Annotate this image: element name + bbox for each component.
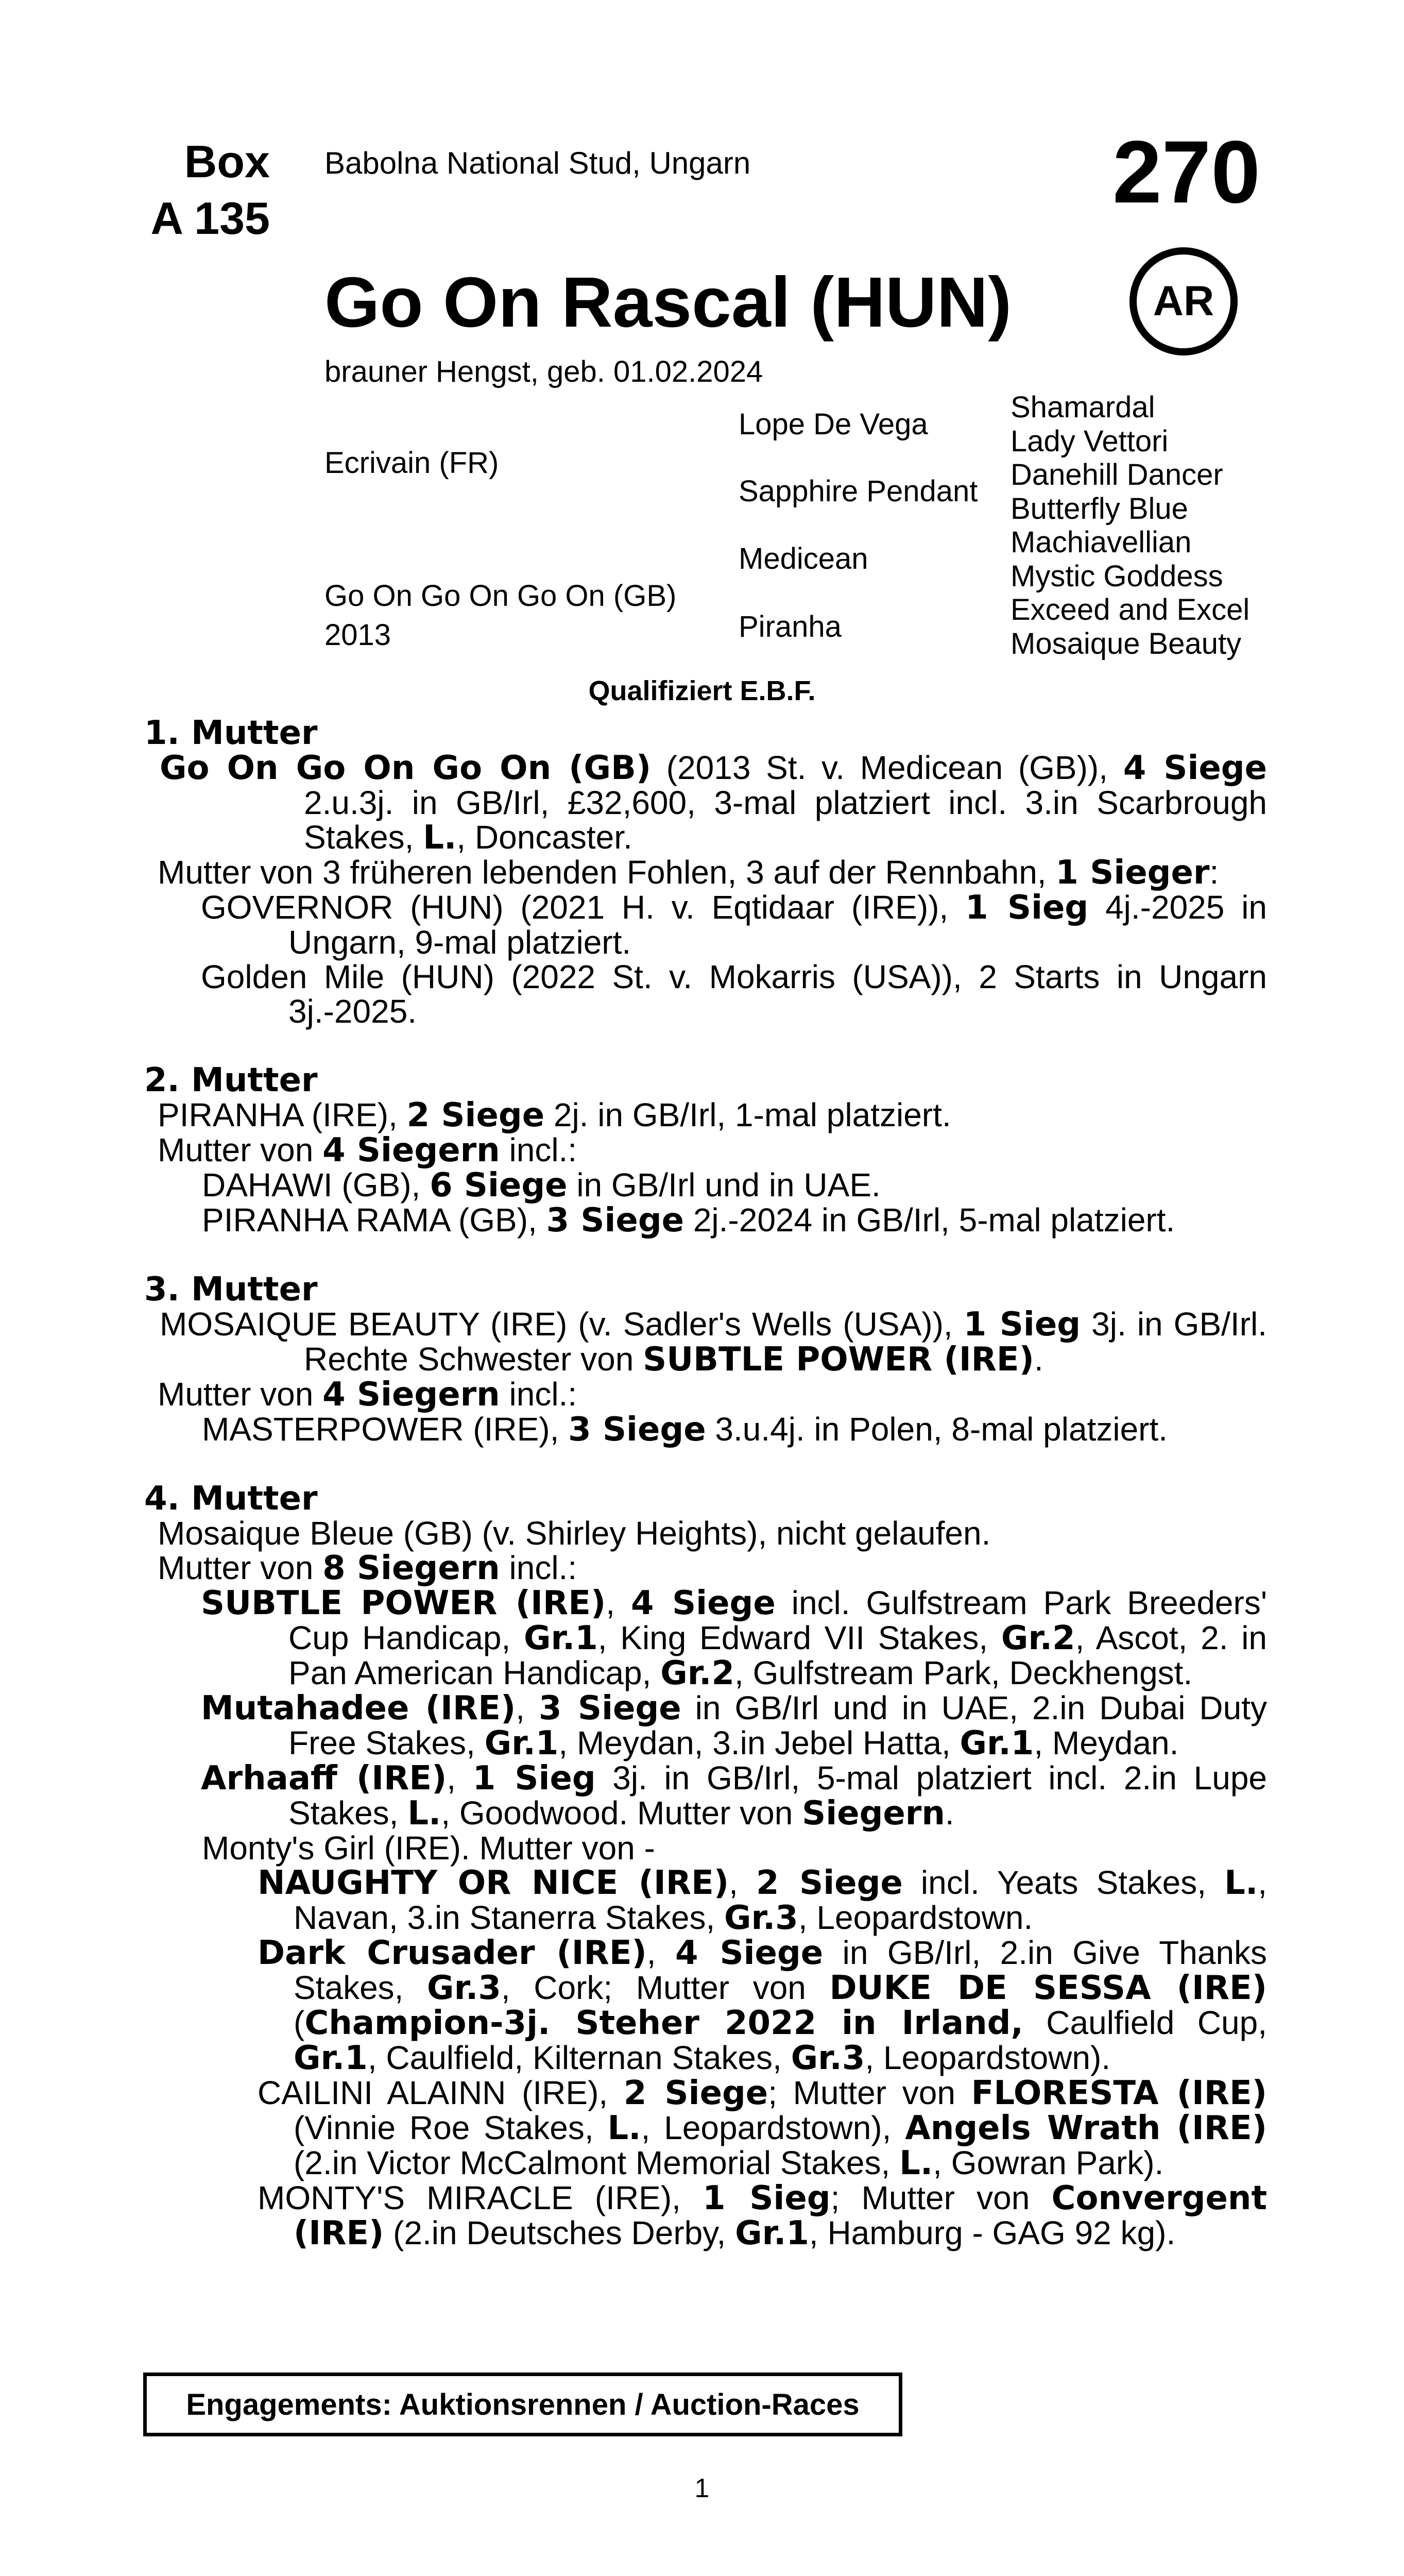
produce-summary [144,1551,1267,1586]
sibling-name: SUBTLE POWER (IRE) [643,1341,1034,1379]
wins: 4 Siegern [322,1131,500,1170]
text: GOVERNOR (HUN) (2021 H. v. Eqtidaar (IRE)), [201,889,966,926]
wins: 1 Sieg [963,1306,1081,1344]
wins: 3 Siege [546,1201,684,1240]
text: , [606,1584,631,1621]
lot-number: 270 [1112,123,1260,222]
dam-entry [144,751,1267,855]
box-label: Box [184,136,270,187]
produce-summary [144,1377,1267,1412]
wins: 1 Sieg [703,2179,831,2217]
wins: 2 Siege [406,1096,545,1134]
grand-offspring-entry [144,2181,1267,2251]
section-heading: 4. Mutter [144,1480,318,1518]
offspring-entry [144,1168,1267,1203]
text: in GB/Irl und in UAE, 2.in Dubai Duty Free Stakes, [288,1689,1268,1761]
dam-entry [144,1098,1267,1133]
pedigree-great-grandparent: Machiavellian [1011,526,1192,559]
offspring-entry [144,1412,1267,1447]
text: , Doncaster. [456,819,632,856]
listed: L. [423,819,457,857]
pedigree-dam: Go On Go On Go On (GB) [324,579,677,613]
pedigree-great-grandparent: Danehill Dancer [1011,458,1223,492]
offspring-entry [144,1761,1267,1831]
text: 2j.-2024 in GB/Irl, 5-mal platziert. [684,1201,1175,1239]
consignor: Babolna National Stud, Ungarn [324,146,751,180]
pedigree-grandparent: Sapphire Pendant [739,474,978,508]
dam-name: Go On Go On Go On (GB) [160,749,652,787]
text: , Cork; Mutter von [501,1969,830,2006]
wins: 3 Siege [568,1411,706,1449]
dam-entry: Mosaique Bleue (GB) (v. Shirley Heights), nicht gelaufen. [158,1515,991,1552]
listed: L. [407,1794,441,1833]
text: DAHAWI (GB), [202,1166,430,1204]
offspring-entry [144,960,1267,1029]
offspring-name: Arhaaff (IRE) [201,1759,447,1798]
group-grade: Gr.3 [791,2039,865,2077]
text: , Meydan. [1034,1724,1179,1761]
engagements-label: Engagements: Auktionsrennen / Auction-Races [186,2387,860,2421]
group-grade: Gr.1 [735,2214,809,2252]
text: Caulfield Cup, [1023,2004,1267,2041]
ar-badge-label: AR [1153,278,1214,325]
group-grade: Gr.1 [294,2039,368,2077]
text: 2j. in GB/Irl, 1-mal platziert. [544,1096,951,1133]
wins: 1 Sieger [1055,854,1210,892]
text: , King Edward VII Stakes, [597,1619,1001,1656]
listed: L. [607,2109,641,2147]
offspring-entry [144,890,1267,960]
text: incl. Gulfstream Park Breeders' Cup Handicap, [288,1584,1268,1656]
dam-entry [144,1307,1267,1377]
text: . [945,1794,954,1832]
text: , Meydan, 3.in Jebel Hatta, [558,1724,960,1761]
text: in GB/Irl, 2.in Give Thanks Stakes, [294,1934,1268,2006]
group-grade: Gr.2 [1001,1619,1075,1657]
text: , Leopardstown), [641,2109,905,2146]
text: ; Mutter von [768,2074,971,2111]
group-grade: Gr.1 [523,1619,598,1657]
section-heading: 2. Mutter [144,1061,318,1099]
text: ; Mutter von [830,2179,1052,2216]
text: incl. Yeats Stakes, [902,1864,1225,1901]
text: PIRANHA RAMA (GB), [202,1201,546,1239]
produce-summary [144,1133,1267,1168]
text: , [447,1759,473,1797]
wins: 4 Siege [631,1584,776,1622]
text: , Navan, 3.in Stanerra Stakes, [294,1864,1268,1936]
text: (Vinnie Roe Stakes, [294,2109,608,2146]
offspring-entry [144,1691,1267,1761]
offspring-name: Mutahadee (IRE) [201,1689,516,1727]
wins: 8 Siegern [322,1549,500,1587]
text: , Hamburg - GAG 92 kg). [809,2214,1176,2251]
pedigree-great-grandparent: Lady Vettori [1011,425,1169,458]
text: , [729,1864,756,1901]
text: ( [294,2004,305,2041]
grand-offspring-entry [144,1936,1267,2076]
text: (2013 St. v. Medicean (GB)), [651,749,1123,786]
engagements-box [143,2372,902,2436]
offspring-name: NAUGHTY OR NICE (IRE) [258,1864,729,1902]
pedigree-grandparent: Medicean [739,542,868,575]
text: , Leopardstown. [798,1899,1033,1936]
text: , Caulfield, Kilternan Stakes, [367,2039,791,2076]
wins: 2 Siege [756,1864,903,1902]
pedigree-grandparent: Piranha [739,610,842,643]
text: (2.in Deutsches Derby, [384,2214,735,2251]
section-heading: 3. Mutter [144,1270,318,1309]
group-grade: Gr.3 [724,1899,798,1937]
wins: 1 Sieg [472,1759,596,1798]
text: : [1209,854,1219,891]
pedigree-great-grandparent: Butterfly Blue [1011,492,1188,526]
group-grade: Gr.3 [427,1969,501,2007]
pedigree-grandparent: Lope De Vega [739,408,928,441]
listed: L. [899,2144,933,2182]
group-grade: Gr.1 [960,1724,1034,1762]
text: in GB/Irl und in UAE. [567,1166,881,1204]
text: CAILINI ALAINN (IRE), [258,2074,624,2111]
ar-badge [1129,247,1238,355]
text: , [516,1689,539,1726]
horse-name: Go On Rascal (HUN) [324,263,1012,342]
produce-summary [144,855,1267,890]
text: MASTERPOWER (IRE), [202,1411,569,1448]
offspring-entry: Monty's Girl (IRE). Mutter von - [202,1829,655,1867]
family-details [144,716,1267,2251]
text: incl.: [500,1376,577,1413]
text: , [646,1934,676,1971]
text: Mutter von [158,1376,323,1413]
offspring-name: DUKE DE SESSA (IRE) [829,1969,1268,2007]
text: Mutter von [158,1131,323,1168]
wins: 2 Siege [623,2074,768,2112]
winners: Siegern [802,1794,945,1833]
text: 2.u.3j. in GB/Irl, £32,600, 3-mal platziert incl. 3.in Scarbrough Stakes, [304,784,1267,856]
text: MOSAIQUE BEAUTY (IRE) (v. Sadler's Wells (USA)), [160,1306,964,1343]
box-number: A 135 [150,193,270,244]
offspring-name: FLORESTA (IRE) [971,2074,1268,2112]
offspring-name: SUBTLE POWER (IRE) [201,1584,606,1622]
pedigree-dam-year: 2013 [324,618,391,652]
text: , Leopardstown). [865,2039,1111,2076]
text: Mutter von 3 früheren lebenden Fohlen, 3 auf der Rennbahn, [158,854,1056,891]
wins: 4 Siege [1123,749,1268,787]
wins: 4 Siegern [322,1376,500,1414]
text: . [1034,1341,1043,1378]
pedigree-sire: Ecrivain (FR) [324,446,499,480]
offspring-name: Convergent (IRE) [294,2179,1268,2252]
text: , Gowran Park). [933,2144,1164,2181]
text: 3.u.4j. in Polen, 8-mal platziert. [706,1411,1168,1448]
wins: 4 Siege [675,1934,824,1972]
wins: 3 Siege [539,1689,681,1727]
text: , Gulfstream Park, Deckhengst. [734,1654,1193,1691]
grand-offspring-entry [144,1866,1267,1936]
pedigree-great-grandparent: Mystic Goddess [1011,560,1223,593]
group-grade: Gr.2 [660,1654,734,1692]
listed: L. [1224,1864,1258,1902]
offspring-name: Angels Wrath (IRE) [905,2109,1268,2147]
text: MONTY'S MIRACLE (IRE), [258,2179,703,2216]
offspring-entry [144,1203,1267,1238]
text: Mutter von [158,1549,323,1586]
pedigree-great-grandparent: Shamardal [1011,391,1155,424]
horse-description: brauner Hengst, geb. 01.02.2024 [324,355,763,388]
text: PIRANHA (IRE), [158,1096,407,1133]
text: 3j. in GB/Irl. Rechte Schwester von [304,1306,1268,1378]
text: 3j. in GB/Irl, 5-mal platziert incl. 2.in Lupe Stakes, [288,1759,1268,1832]
championship: Champion-3j. Steher 2022 in Irland, [304,2004,1023,2042]
group-grade: Gr.1 [484,1724,559,1762]
text: Golden Mile (HUN) (2022 St. v. Mokarris (USA)), 2 Starts in Ungarn 3j.-2025. [201,958,1267,1030]
text: incl.: [500,1131,577,1168]
text: (2.in Victor McCalmont Memorial Stakes, [294,2144,900,2181]
pedigree-great-grandparent: Mosaique Beauty [1011,627,1242,660]
section-heading: 1. Mutter [144,714,318,752]
wins: 6 Siege [430,1166,568,1205]
text: incl.: [500,1549,577,1586]
qualification: Qualifiziert E.B.F. [588,675,816,706]
grand-offspring-entry [144,2076,1267,2181]
text: , Ascot, 2. in Pan American Handicap, [288,1619,1268,1691]
offspring-name: Dark Crusader (IRE) [258,1934,647,1972]
wins: 1 Sieg [965,889,1089,927]
offspring-entry [144,1586,1267,1691]
page-number: 1 [694,2473,710,2503]
text: , Goodwood. Mutter von [441,1794,802,1832]
pedigree-great-grandparent: Exceed and Excel [1011,593,1250,626]
text: 4j.-2025 in Ungarn, 9-mal platziert. [288,889,1268,961]
